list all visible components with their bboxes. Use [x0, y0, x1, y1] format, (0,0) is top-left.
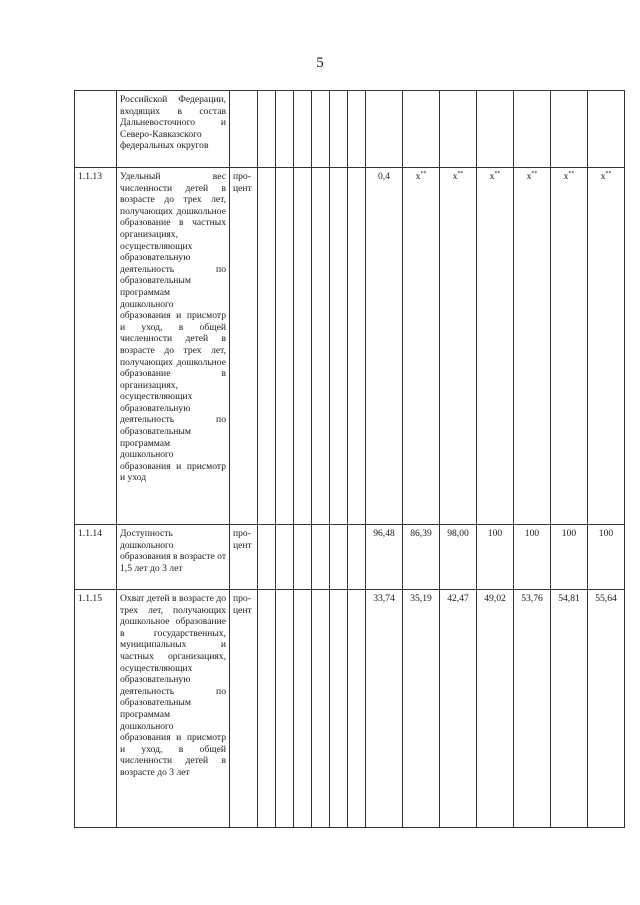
empty-cell: [312, 91, 330, 168]
row-unit: про-цент: [230, 525, 258, 590]
value-cell: 86,39: [403, 525, 440, 590]
empty-cell: [330, 168, 348, 525]
indicators-table: [74, 90, 625, 828]
empty-cell: [294, 590, 312, 828]
empty-cell: [276, 91, 294, 168]
row-code: 1.1.14: [75, 525, 117, 590]
value-cell: [514, 91, 551, 168]
footnote-mark: **: [494, 170, 501, 177]
empty-cell: [330, 590, 348, 828]
value-cell: [440, 91, 477, 168]
footnote-mark: **: [420, 170, 427, 177]
row-unit: про-цент: [230, 168, 258, 525]
empty-cell: [294, 168, 312, 525]
page-number: 5: [316, 55, 324, 71]
table-row: [75, 525, 625, 590]
row-name: Удельный вес численности детей в возрасте до трех лет, получающих дошкольное образование в частных организациях, осуществляющих образовательную деятельность по образовательным программам дошкольного образования и присмотр и уход, в общей численности детей в возрасте до трех лет, получающих дошкольное образование в организациях, осуществляющих образовательную деятельность по образовательным программам дошкольного образования и присмотр и уход: [117, 168, 230, 525]
value-cell: 100: [514, 525, 551, 590]
value-cell: x**: [440, 168, 477, 525]
empty-cell: [330, 525, 348, 590]
table-row: [75, 91, 625, 168]
value-cell: [477, 91, 514, 168]
value-cell: 96,48: [366, 525, 403, 590]
value-cell: x**: [403, 168, 440, 525]
table-row: [75, 590, 625, 828]
empty-cell: [258, 525, 276, 590]
value-cell: 100: [551, 525, 588, 590]
row-code: 1.1.13: [75, 168, 117, 525]
empty-cell: [276, 525, 294, 590]
value-cell: [366, 91, 403, 168]
value-cell: x**: [551, 168, 588, 525]
row-name: Российской Федерации, входящих в состав Дальневосточного и Северо-Кавказского федеральных округов: [117, 91, 230, 168]
footnote-mark: **: [531, 170, 538, 177]
empty-cell: [312, 525, 330, 590]
value-cell: 0,4: [366, 168, 403, 525]
empty-cell: [258, 91, 276, 168]
row-code: 1.1.15: [75, 590, 117, 828]
footnote-mark: **: [457, 170, 464, 177]
empty-cell: [348, 168, 366, 525]
empty-cell: [348, 525, 366, 590]
value-cell: 100: [588, 525, 625, 590]
empty-cell: [276, 590, 294, 828]
empty-cell: [348, 91, 366, 168]
value-cell: 98,00: [440, 525, 477, 590]
empty-cell: [258, 590, 276, 828]
footnote-mark: **: [568, 170, 575, 177]
value-cell: 35,19: [403, 590, 440, 828]
empty-cell: [312, 590, 330, 828]
value-cell: 33,74: [366, 590, 403, 828]
row-code: [75, 91, 117, 168]
footnote-mark: **: [605, 170, 612, 177]
value-cell: 100: [477, 525, 514, 590]
empty-cell: [294, 91, 312, 168]
empty-cell: [294, 525, 312, 590]
value-cell: [551, 91, 588, 168]
value-cell: 55,64: [588, 590, 625, 828]
row-name: Доступность дошкольного образования в возрасте от 1,5 лет до 3 лет: [117, 525, 230, 590]
row-name: Охват детей в возрасте до трех лет, получающих дошкольное образование в государственных, муниципальных и частных организациях, осуществляющих образовательную деятельность по образовательным программам дошкольного образования и присмотр и уход, в общей численности детей в возрасте до 3 лет: [117, 590, 230, 828]
value-cell: 53,76: [514, 590, 551, 828]
empty-cell: [348, 590, 366, 828]
value-cell: [403, 91, 440, 168]
value-cell: [588, 91, 625, 168]
value-cell: x**: [588, 168, 625, 525]
empty-cell: [258, 168, 276, 525]
value-cell: x**: [514, 168, 551, 525]
value-cell: 54,81: [551, 590, 588, 828]
value-cell: 42,47: [440, 590, 477, 828]
empty-cell: [276, 168, 294, 525]
empty-cell: [312, 168, 330, 525]
row-unit: [230, 91, 258, 168]
row-unit: про-цент: [230, 590, 258, 828]
empty-cell: [330, 91, 348, 168]
value-cell: x**: [477, 168, 514, 525]
table-row: [75, 168, 625, 525]
value-cell: 49,02: [477, 590, 514, 828]
